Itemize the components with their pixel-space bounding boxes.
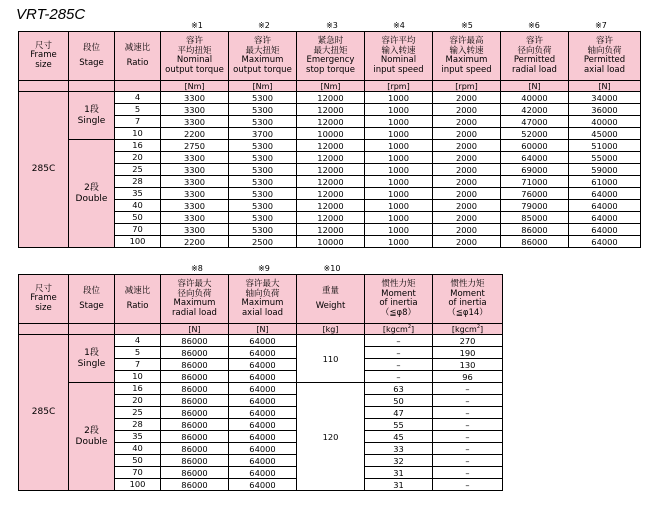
ratio-cell: 5: [115, 104, 161, 116]
value-cell: 31: [365, 479, 433, 491]
value-cell: 2500: [229, 236, 297, 248]
value-cell: 2000: [433, 224, 501, 236]
value-cell: 12000: [297, 104, 365, 116]
value-cell: 86000: [161, 479, 229, 491]
value-cell: 2750: [161, 140, 229, 152]
value-cell: 3300: [161, 176, 229, 188]
ratio-cell: 70: [115, 224, 161, 236]
note-mark: ※8: [191, 264, 203, 273]
value-cell: 64000: [229, 395, 297, 407]
value-cell: 5300: [229, 116, 297, 128]
value-cell: 31: [365, 467, 433, 479]
header-maximum-axial-load: 容许最大 轴向负荷 Maximum axial load: [229, 275, 297, 324]
value-cell: 76000: [501, 188, 569, 200]
value-cell: 12000: [297, 92, 365, 104]
value-cell: 1000: [365, 200, 433, 212]
value-cell: 64000: [229, 467, 297, 479]
value-cell: 86000: [161, 371, 229, 383]
header-emergency-stop-torque: 紧急时 最大扭矩 Emergency stop torque: [297, 32, 365, 81]
unit-cell: [N]: [161, 324, 229, 335]
value-cell: 64000: [229, 335, 297, 347]
value-cell: 5300: [229, 92, 297, 104]
ratio-cell: 25: [115, 164, 161, 176]
stage-label-zh: 2段: [84, 425, 99, 436]
unit-cell: [Nm]: [229, 81, 297, 92]
note-mark: ※2: [258, 21, 270, 30]
unit-cell: [rpm]: [433, 81, 501, 92]
value-cell: 2000: [433, 128, 501, 140]
value-cell: 5300: [229, 224, 297, 236]
note-mark: ※5: [461, 21, 473, 30]
value-cell: 2000: [433, 152, 501, 164]
ratio-cell: 28: [115, 419, 161, 431]
note-mark: ※6: [528, 21, 540, 30]
ratio-cell: 28: [115, 176, 161, 188]
value-cell: 12000: [297, 200, 365, 212]
header-permitted-radial-load: 容许 径向负荷 Permitted radial load: [501, 32, 569, 81]
stage-label-en: Double: [75, 436, 108, 447]
unit-spacer: [19, 81, 69, 92]
value-cell: 12000: [297, 116, 365, 128]
header-maximum-input-speed: 容许最高 输入转速 Maximum input speed: [433, 32, 501, 81]
value-cell: 47: [365, 407, 433, 419]
value-cell: 3300: [161, 116, 229, 128]
value-cell: 40000: [501, 92, 569, 104]
value-cell: 52000: [501, 128, 569, 140]
value-cell: 85000: [501, 212, 569, 224]
stage-label-zh: 2段: [84, 182, 99, 193]
value-cell: 55: [365, 419, 433, 431]
stage-cell: [69, 335, 115, 383]
value-cell: 12000: [297, 140, 365, 152]
value-cell: 86000: [161, 383, 229, 395]
frame-size-cell: 285C: [19, 92, 69, 248]
unit-cell: [rpm]: [365, 81, 433, 92]
value-cell: 130: [433, 359, 503, 371]
value-cell: 2000: [433, 200, 501, 212]
unit-cell: [kgcm$^2$]: [365, 324, 433, 335]
note-mark: ※10: [323, 264, 341, 273]
value-cell: 45: [365, 431, 433, 443]
value-cell: 5300: [229, 140, 297, 152]
value-cell: 3300: [161, 200, 229, 212]
value-cell: 1000: [365, 188, 433, 200]
value-cell: 5300: [229, 188, 297, 200]
value-cell: 270: [433, 335, 503, 347]
value-cell: 12000: [297, 152, 365, 164]
value-cell: 12000: [297, 212, 365, 224]
value-cell: 32: [365, 455, 433, 467]
ratio-cell: 70: [115, 467, 161, 479]
value-cell: 5300: [229, 176, 297, 188]
value-cell: 1000: [365, 116, 433, 128]
unit-spacer: [69, 324, 115, 335]
value-cell: –: [433, 407, 503, 419]
unit-cell: [Nm]: [297, 81, 365, 92]
value-cell: 33: [365, 443, 433, 455]
value-cell: 64000: [569, 236, 641, 248]
header-maximum-output-torque: 容许 最大扭矩 Maximum output torque: [229, 32, 297, 81]
header-stage: 段位 Stage: [69, 275, 115, 324]
stage-label-en: Double: [75, 193, 108, 204]
value-cell: 5300: [229, 152, 297, 164]
ratio-cell: 7: [115, 116, 161, 128]
value-cell: 5300: [229, 200, 297, 212]
value-cell: 86000: [501, 224, 569, 236]
value-cell: 64000: [569, 224, 641, 236]
ratio-cell: 35: [115, 188, 161, 200]
value-cell: 79000: [501, 200, 569, 212]
value-cell: 55000: [569, 152, 641, 164]
value-cell: 86000: [161, 443, 229, 455]
stage-cell: [69, 383, 115, 491]
value-cell: 64000: [229, 443, 297, 455]
value-cell: 64000: [229, 479, 297, 491]
value-cell: 50: [365, 395, 433, 407]
value-cell: 64000: [569, 188, 641, 200]
stage-cell: [69, 92, 115, 140]
header-stage: 段位 Stage: [69, 32, 115, 81]
frame-size-cell: 285C: [19, 335, 69, 491]
value-cell: 64000: [229, 383, 297, 395]
value-cell: 3300: [161, 224, 229, 236]
value-cell: –: [433, 443, 503, 455]
value-cell: 2000: [433, 176, 501, 188]
value-cell: 1000: [365, 92, 433, 104]
table-row: [19, 383, 503, 395]
value-cell: 61000: [569, 176, 641, 188]
spec-table-1: [18, 31, 641, 248]
page-title: VRT-285C: [16, 6, 86, 23]
value-cell: 64000: [229, 359, 297, 371]
value-cell: 64000: [229, 455, 297, 467]
value-cell: 1000: [365, 212, 433, 224]
value-cell: 3300: [161, 188, 229, 200]
value-cell: 12000: [297, 188, 365, 200]
value-cell: 5300: [229, 212, 297, 224]
header-ratio: 减速比 Ratio: [115, 32, 161, 81]
ratio-cell: 100: [115, 479, 161, 491]
stage-label-zh: 1段: [84, 104, 99, 115]
value-cell: 3700: [229, 128, 297, 140]
value-cell: 64000: [501, 152, 569, 164]
header-weight: 重量 Weight: [297, 275, 365, 324]
header-frame-size: 尺寸 Frame size: [19, 32, 69, 81]
ratio-cell: 20: [115, 152, 161, 164]
ratio-cell: 50: [115, 212, 161, 224]
value-cell: –: [433, 419, 503, 431]
value-cell: 2000: [433, 188, 501, 200]
value-cell: 3300: [161, 104, 229, 116]
spec-table-2: [18, 274, 503, 491]
ratio-cell: 25: [115, 407, 161, 419]
value-cell: 5300: [229, 164, 297, 176]
value-cell: 86000: [161, 467, 229, 479]
value-cell: 1000: [365, 164, 433, 176]
value-cell: 86000: [161, 407, 229, 419]
value-cell: –: [433, 479, 503, 491]
value-cell: 1000: [365, 128, 433, 140]
value-cell: 64000: [229, 431, 297, 443]
value-cell: 64000: [569, 212, 641, 224]
header-moment-of-inertia-8: 惯性力矩 Moment of inertia （≦φ8）: [365, 275, 433, 324]
value-cell: 36000: [569, 104, 641, 116]
header-maximum-radial-load: 容许最大 径向负荷 Maximum radial load: [161, 275, 229, 324]
stage-label-en: Single: [77, 115, 106, 126]
note-mark: ※7: [595, 21, 607, 30]
value-cell: 3300: [161, 212, 229, 224]
value-cell: –: [433, 383, 503, 395]
table-row: [19, 92, 641, 104]
unit-cell: [Nm]: [161, 81, 229, 92]
value-cell: 42000: [501, 104, 569, 116]
value-cell: 3300: [161, 164, 229, 176]
value-cell: 34000: [569, 92, 641, 104]
value-cell: 64000: [229, 371, 297, 383]
value-cell: 64000: [229, 419, 297, 431]
ratio-cell: 40: [115, 200, 161, 212]
ratio-cell: 4: [115, 92, 161, 104]
note-mark: ※1: [191, 21, 203, 30]
unit-cell: [N]: [501, 81, 569, 92]
ratio-cell: 7: [115, 359, 161, 371]
table-row: [19, 140, 641, 152]
note-mark: ※3: [326, 21, 338, 30]
value-cell: 60000: [501, 140, 569, 152]
value-cell: 86000: [161, 359, 229, 371]
unit-spacer: [19, 324, 69, 335]
value-cell: 1000: [365, 152, 433, 164]
note-mark: ※4: [393, 21, 405, 30]
value-cell: 5300: [229, 104, 297, 116]
value-cell: 63: [365, 383, 433, 395]
value-cell: 71000: [501, 176, 569, 188]
value-cell: 96: [433, 371, 503, 383]
ratio-cell: 10: [115, 128, 161, 140]
value-cell: 3300: [161, 92, 229, 104]
unit-cell: [kg]: [297, 324, 365, 335]
unit-cell: [N]: [229, 324, 297, 335]
value-cell: –: [365, 359, 433, 371]
header-permitted-axial-load: 容许 轴向负荷 Permitted axial load: [569, 32, 641, 81]
value-cell: 86000: [161, 395, 229, 407]
unit-spacer: [69, 81, 115, 92]
value-cell: 51000: [569, 140, 641, 152]
value-cell: –: [433, 455, 503, 467]
value-cell: 10000: [297, 128, 365, 140]
value-cell: 12000: [297, 164, 365, 176]
value-cell: 190: [433, 347, 503, 359]
note-mark: ※9: [258, 264, 270, 273]
ratio-cell: 5: [115, 347, 161, 359]
unit-cell: [kgcm$^2$]: [433, 324, 503, 335]
value-cell: 45000: [569, 128, 641, 140]
value-cell: 2000: [433, 140, 501, 152]
value-cell: 2000: [433, 164, 501, 176]
value-cell: 2200: [161, 236, 229, 248]
value-cell: 1000: [365, 224, 433, 236]
weight-cell: 110: [297, 335, 365, 383]
value-cell: 3300: [161, 152, 229, 164]
value-cell: 2000: [433, 236, 501, 248]
ratio-cell: 16: [115, 140, 161, 152]
value-cell: 12000: [297, 176, 365, 188]
weight-cell: 120: [297, 383, 365, 491]
value-cell: 86000: [161, 455, 229, 467]
stage-label-en: Single: [77, 358, 106, 369]
value-cell: 69000: [501, 164, 569, 176]
value-cell: 2200: [161, 128, 229, 140]
value-cell: 2000: [433, 104, 501, 116]
value-cell: 2000: [433, 92, 501, 104]
ratio-cell: 100: [115, 236, 161, 248]
header-ratio: 减速比 Ratio: [115, 275, 161, 324]
value-cell: 1000: [365, 104, 433, 116]
value-cell: 1000: [365, 176, 433, 188]
value-cell: 10000: [297, 236, 365, 248]
table-row: [19, 335, 503, 347]
value-cell: 59000: [569, 164, 641, 176]
stage-cell: [69, 140, 115, 248]
value-cell: 40000: [569, 116, 641, 128]
value-cell: 86000: [161, 419, 229, 431]
ratio-cell: 16: [115, 383, 161, 395]
value-cell: 64000: [229, 347, 297, 359]
value-cell: 86000: [501, 236, 569, 248]
unit-spacer: [115, 81, 161, 92]
ratio-cell: 20: [115, 395, 161, 407]
unit-cell: [N]: [569, 81, 641, 92]
value-cell: –: [433, 431, 503, 443]
ratio-cell: 35: [115, 431, 161, 443]
unit-spacer: [115, 324, 161, 335]
ratio-cell: 10: [115, 371, 161, 383]
header-nominal-input-speed: 容许平均 输入转速 Nominal input speed: [365, 32, 433, 81]
value-cell: 2000: [433, 212, 501, 224]
value-cell: 2000: [433, 116, 501, 128]
header-moment-of-inertia-14: 惯性力矩 Moment of inertia （≦φ14）: [433, 275, 503, 324]
value-cell: –: [433, 467, 503, 479]
value-cell: 64000: [229, 407, 297, 419]
value-cell: 86000: [161, 335, 229, 347]
value-cell: –: [433, 395, 503, 407]
value-cell: 47000: [501, 116, 569, 128]
ratio-cell: 4: [115, 335, 161, 347]
stage-label-zh: 1段: [84, 347, 99, 358]
value-cell: 86000: [161, 347, 229, 359]
header-frame-size: 尺寸 Frame size: [19, 275, 69, 324]
value-cell: –: [365, 371, 433, 383]
value-cell: 12000: [297, 224, 365, 236]
value-cell: –: [365, 335, 433, 347]
value-cell: 86000: [161, 431, 229, 443]
header-nominal-output-torque: 容许 平均扭矩 Nominal output torque: [161, 32, 229, 81]
ratio-cell: 40: [115, 443, 161, 455]
value-cell: 1000: [365, 140, 433, 152]
value-cell: 1000: [365, 236, 433, 248]
value-cell: –: [365, 347, 433, 359]
value-cell: 64000: [569, 200, 641, 212]
ratio-cell: 50: [115, 455, 161, 467]
